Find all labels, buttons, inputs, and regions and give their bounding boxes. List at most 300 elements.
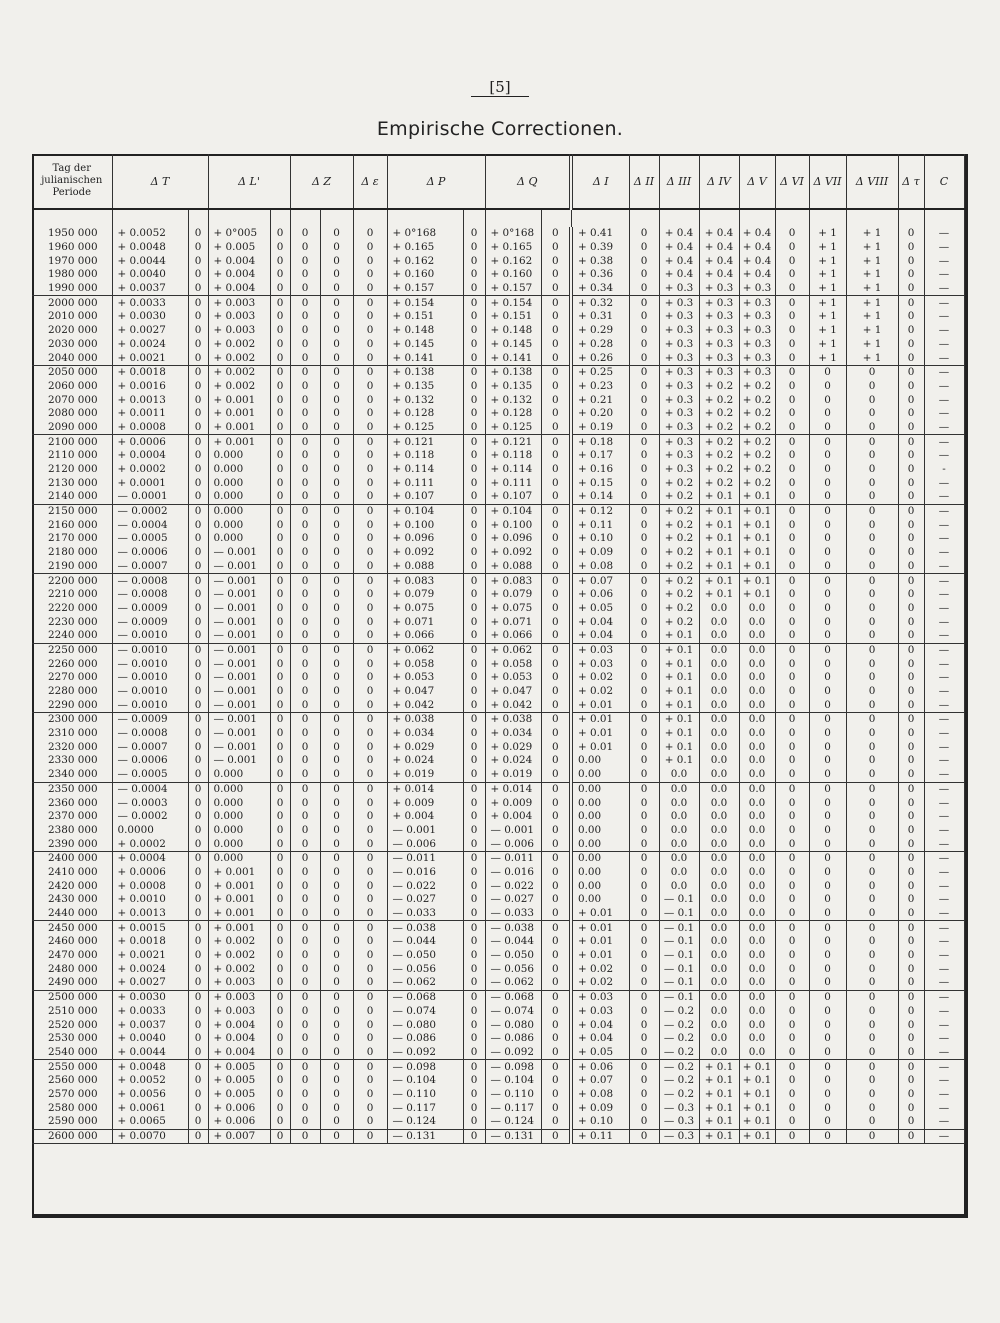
date-cell: 2500 000 (32, 990, 112, 1004)
value-cell: 0 (320, 574, 353, 588)
value-cell: + 0.148 (387, 324, 463, 338)
value-cell: 0.0 (739, 1032, 775, 1046)
value-cell: 0 (898, 380, 924, 394)
value-cell: + 0.135 (485, 380, 541, 394)
value-cell: + 0.0044 (112, 254, 188, 268)
value-cell: 0 (541, 629, 571, 643)
value-cell: 0.00 (571, 866, 629, 880)
value-cell: 0 (270, 490, 290, 504)
value-cell: 0 (775, 1060, 809, 1074)
value-cell: 0.0 (659, 810, 699, 824)
value-cell: — (924, 713, 964, 727)
value-cell: + 0.04 (571, 615, 629, 629)
value-cell: + 0.1 (659, 740, 699, 754)
value-cell: + 0.002 (208, 351, 270, 365)
value-cell: + 1 (809, 310, 846, 324)
value-cell: 0 (290, 629, 320, 643)
value-cell: 0 (353, 351, 387, 365)
value-cell: 0.0 (659, 851, 699, 865)
page-number: [5] (0, 78, 1000, 96)
value-cell: + 0.3 (699, 351, 739, 365)
value-cell: 0.0 (739, 837, 775, 851)
value-cell: + 0.1 (739, 490, 775, 504)
value-cell: + 0.062 (387, 643, 463, 657)
value-cell: — (924, 393, 964, 407)
table-row (32, 768, 964, 782)
value-cell: + 0.17 (571, 449, 629, 463)
value-cell: — (924, 657, 964, 671)
value-cell: + 1 (809, 324, 846, 338)
value-cell: — 0.0004 (112, 518, 188, 532)
value-cell: 0 (320, 824, 353, 838)
value-cell: 0.0 (699, 921, 739, 935)
value-cell: 0 (290, 727, 320, 741)
value-cell: + 0.2 (739, 476, 775, 490)
value-cell: 0 (541, 282, 571, 296)
table-row (32, 754, 964, 768)
value-cell: — 0.062 (387, 976, 463, 990)
value-cell: — 0.2 (659, 1005, 699, 1019)
value-cell: + 0.0048 (112, 1060, 188, 1074)
header-delta-eps: Δ ε (353, 154, 387, 209)
value-cell: + 0.03 (571, 990, 629, 1004)
value-cell: 0 (353, 824, 387, 838)
value-cell: 0 (898, 476, 924, 490)
value-cell: + 0.2 (739, 463, 775, 477)
value-cell: 0 (188, 685, 208, 699)
value-cell: 0 (353, 504, 387, 518)
value-cell: — (924, 1060, 964, 1074)
value-cell: + 0.092 (485, 546, 541, 560)
value-cell: + 0.096 (387, 532, 463, 546)
value-cell: 0 (775, 1032, 809, 1046)
date-cell: 2460 000 (32, 935, 112, 949)
value-cell: + 0.1 (739, 588, 775, 602)
value-cell: 0.0 (739, 615, 775, 629)
value-cell: 0 (188, 546, 208, 560)
value-cell: — 0.131 (387, 1129, 463, 1144)
value-cell: 0.000 (208, 532, 270, 546)
value-cell: — 0.1 (659, 962, 699, 976)
value-cell: 0 (270, 657, 290, 671)
value-cell: — 0.1 (659, 907, 699, 921)
value-cell: + 0.1 (739, 574, 775, 588)
value-cell: 0 (320, 476, 353, 490)
value-cell: 0.0 (699, 962, 739, 976)
table-row (32, 990, 964, 1004)
value-cell: 0 (541, 643, 571, 657)
value-cell: + 0.1 (659, 754, 699, 768)
value-cell: 0 (541, 463, 571, 477)
value-cell: + 0.2 (659, 490, 699, 504)
value-cell: 0.0 (659, 879, 699, 893)
value-cell: 0 (846, 796, 898, 810)
value-cell: 0.000 (208, 463, 270, 477)
value-cell: + 0.047 (387, 685, 463, 699)
value-cell: + 0.0011 (112, 407, 188, 421)
value-cell: 0.0 (739, 921, 775, 935)
date-cell: 2490 000 (32, 976, 112, 990)
value-cell: 0 (270, 546, 290, 560)
value-cell: 0 (463, 1046, 485, 1060)
value-cell: 0 (188, 810, 208, 824)
value-cell: 0.000 (208, 504, 270, 518)
value-cell: 0 (353, 866, 387, 880)
value-cell: — (924, 421, 964, 435)
value-cell: 0 (541, 671, 571, 685)
value-cell: + 0.38 (571, 254, 629, 268)
value-cell: 0 (320, 588, 353, 602)
value-cell: 0 (270, 990, 290, 1004)
value-cell: + 0.0021 (112, 949, 188, 963)
value-cell: 0 (541, 546, 571, 560)
value-cell: 0 (463, 698, 485, 712)
table-row (32, 227, 964, 241)
value-cell: + 0.0052 (112, 227, 188, 241)
value-cell: 0 (809, 1018, 846, 1032)
value-cell: + 0.151 (485, 310, 541, 324)
value-cell: 0 (629, 629, 659, 643)
value-cell: + 0.3 (659, 407, 699, 421)
value-cell: 0 (270, 463, 290, 477)
table-row (32, 241, 964, 255)
value-cell: + 0.01 (571, 727, 629, 741)
value-cell: 0 (775, 324, 809, 338)
value-cell: 0 (846, 740, 898, 754)
value-cell: 0 (775, 837, 809, 851)
value-cell: 0 (320, 740, 353, 754)
value-cell: — 0.0010 (112, 643, 188, 657)
value-cell: 0 (353, 1088, 387, 1102)
value-cell: + 0.014 (387, 782, 463, 796)
date-cell: 1990 000 (32, 282, 112, 296)
date-cell: 2220 000 (32, 602, 112, 616)
value-cell: + 0.18 (571, 435, 629, 449)
header-delta-i: Δ I (571, 154, 629, 209)
value-cell: 0 (353, 254, 387, 268)
value-cell: 0 (898, 532, 924, 546)
value-cell: 0 (541, 490, 571, 504)
value-cell: 0 (809, 1088, 846, 1102)
date-cell: 2520 000 (32, 1018, 112, 1032)
value-cell: 0 (809, 907, 846, 921)
value-cell: + 0.001 (208, 421, 270, 435)
value-cell: 0 (541, 504, 571, 518)
value-cell: 0.0 (699, 643, 739, 657)
value-cell: 0 (541, 713, 571, 727)
value-cell: 0 (541, 685, 571, 699)
value-cell: 0 (775, 310, 809, 324)
value-cell: 0 (320, 351, 353, 365)
header-delta-vii: Δ VII (809, 154, 846, 209)
row-group (32, 921, 964, 990)
value-cell: 0 (320, 768, 353, 782)
table-row (32, 837, 964, 851)
value-cell: 0 (809, 1115, 846, 1129)
value-cell: 0 (353, 546, 387, 560)
value-cell: + 0.4 (659, 254, 699, 268)
gap-cell (32, 209, 112, 227)
value-cell: 0 (629, 851, 659, 865)
value-cell: 0.0 (739, 698, 775, 712)
value-cell: — (924, 921, 964, 935)
header-delta-v: Δ V (739, 154, 775, 209)
value-cell: 0 (270, 796, 290, 810)
value-cell: 0 (270, 629, 290, 643)
value-cell: 0 (463, 1005, 485, 1019)
value-cell: — (924, 1032, 964, 1046)
value-cell: — 0.0007 (112, 740, 188, 754)
value-cell: 0.0 (699, 824, 739, 838)
value-cell: 0 (541, 824, 571, 838)
value-cell: 0 (320, 782, 353, 796)
value-cell: — 0.0008 (112, 574, 188, 588)
value-cell: — (924, 504, 964, 518)
value-cell: 0 (898, 490, 924, 504)
value-cell: 0 (290, 490, 320, 504)
value-cell: + 0.1 (659, 629, 699, 643)
table-row (32, 1005, 964, 1019)
value-cell: + 0.23 (571, 380, 629, 394)
value-cell: + 0.121 (485, 435, 541, 449)
value-cell: + 0.4 (699, 241, 739, 255)
value-cell: 0 (188, 671, 208, 685)
value-cell: 0 (320, 1129, 353, 1144)
value-cell: 0 (541, 1101, 571, 1115)
gap-cell (353, 209, 387, 227)
value-cell: + 0.04 (571, 1018, 629, 1032)
value-cell: 0 (775, 1115, 809, 1129)
value-cell: 0.000 (208, 851, 270, 865)
value-cell: 0 (290, 1018, 320, 1032)
value-cell: 0 (846, 754, 898, 768)
value-cell: 0 (463, 560, 485, 574)
value-cell: 0 (809, 532, 846, 546)
value-cell: 0 (320, 685, 353, 699)
table-row (32, 254, 964, 268)
value-cell: — 0.0009 (112, 615, 188, 629)
value-cell: 0 (320, 602, 353, 616)
value-cell: + 1 (809, 268, 846, 282)
value-cell: 0.000 (208, 476, 270, 490)
value-cell: 0.0 (739, 976, 775, 990)
value-cell: + 0.2 (659, 574, 699, 588)
value-cell: 0 (541, 949, 571, 963)
value-cell: 0 (188, 990, 208, 1004)
row-group (32, 643, 964, 712)
value-cell: 0 (541, 602, 571, 616)
value-cell: 0 (353, 796, 387, 810)
value-cell: + 0.2 (659, 560, 699, 574)
value-cell: 0.0 (659, 837, 699, 851)
value-cell: — 0.001 (208, 629, 270, 643)
value-cell: + 0.003 (208, 324, 270, 338)
value-cell: 0 (541, 740, 571, 754)
value-cell: — 0.001 (208, 698, 270, 712)
value-cell: + 0.141 (387, 351, 463, 365)
value-cell: — 0.001 (208, 713, 270, 727)
value-cell: 0 (846, 657, 898, 671)
table-row (32, 671, 964, 685)
value-cell: 0 (541, 1032, 571, 1046)
value-cell: 0 (463, 1032, 485, 1046)
value-cell: + 0.165 (387, 241, 463, 255)
value-cell: + 0.047 (485, 685, 541, 699)
value-cell: 0 (629, 227, 659, 241)
value-cell: 0.0 (739, 657, 775, 671)
value-cell: 0.00 (571, 768, 629, 782)
value-cell: + 0.3 (659, 338, 699, 352)
value-cell: 0 (898, 296, 924, 310)
value-cell: 0 (898, 643, 924, 657)
value-cell: 0 (188, 1032, 208, 1046)
value-cell: 0.0 (659, 866, 699, 880)
value-cell: 0 (463, 796, 485, 810)
value-cell: 0 (290, 227, 320, 241)
table-row (32, 546, 964, 560)
value-cell: 0.0 (699, 671, 739, 685)
value-cell: 0 (353, 421, 387, 435)
value-cell: 0 (290, 546, 320, 560)
value-cell: 0 (270, 365, 290, 379)
value-cell: 0 (898, 227, 924, 241)
value-cell: + 0.001 (208, 407, 270, 421)
value-cell: 0 (463, 768, 485, 782)
value-cell: + 0.004 (208, 282, 270, 296)
table-row (32, 713, 964, 727)
value-cell: — (924, 824, 964, 838)
value-cell: + 0.100 (485, 518, 541, 532)
value-cell: + 0.3 (739, 310, 775, 324)
value-cell: 0 (775, 254, 809, 268)
value-cell: — 0.027 (485, 893, 541, 907)
value-cell: 0 (629, 532, 659, 546)
value-cell: 0 (290, 1046, 320, 1060)
value-cell: 0 (188, 504, 208, 518)
value-cell: 0 (775, 657, 809, 671)
value-cell: 0 (188, 962, 208, 976)
value-cell: — 0.0005 (112, 532, 188, 546)
header-delta-q: Δ Q (485, 154, 571, 209)
value-cell: + 0.007 (208, 1129, 270, 1144)
value-cell: + 0.2 (739, 449, 775, 463)
value-cell: 0 (353, 574, 387, 588)
value-cell: + 0.2 (659, 504, 699, 518)
gap-cell (924, 209, 964, 227)
value-cell: 0 (320, 490, 353, 504)
value-cell: 0.0 (739, 685, 775, 699)
value-cell: 0 (463, 713, 485, 727)
value-cell: + 0.2 (659, 546, 699, 560)
value-cell: + 0.145 (387, 338, 463, 352)
value-cell: 0 (463, 1060, 485, 1074)
date-cell: 2250 000 (32, 643, 112, 657)
value-cell: 0 (898, 393, 924, 407)
value-cell: 0 (898, 671, 924, 685)
value-cell: 0 (898, 893, 924, 907)
value-cell: 0 (463, 782, 485, 796)
value-cell: 0 (898, 837, 924, 851)
value-cell: + 0.1 (699, 1088, 739, 1102)
value-cell: + 0.15 (571, 476, 629, 490)
value-cell: 0.0 (699, 1046, 739, 1060)
value-cell: 0 (541, 782, 571, 796)
value-cell: + 0.01 (571, 713, 629, 727)
value-cell: + 0.002 (208, 338, 270, 352)
header-delta-l: Δ L' (208, 154, 290, 209)
value-cell: 0 (320, 657, 353, 671)
date-cell: 2080 000 (32, 407, 112, 421)
value-cell: 0 (270, 338, 290, 352)
value-cell: 0 (846, 435, 898, 449)
date-cell: 2590 000 (32, 1115, 112, 1129)
value-cell: 0 (270, 866, 290, 880)
value-cell: 0 (270, 851, 290, 865)
value-cell: + 0.0006 (112, 435, 188, 449)
table-row (32, 476, 964, 490)
value-cell: + 0.3 (659, 351, 699, 365)
value-cell: — 0.0010 (112, 698, 188, 712)
value-cell: 0 (898, 824, 924, 838)
value-cell: + 0.118 (485, 449, 541, 463)
value-cell: + 0.2 (659, 476, 699, 490)
value-cell: + 0.1 (659, 671, 699, 685)
value-cell: 0 (353, 1018, 387, 1032)
table-row (32, 504, 964, 518)
value-cell: 0 (846, 907, 898, 921)
value-cell: 0.0 (659, 768, 699, 782)
value-cell: 0 (290, 754, 320, 768)
value-cell: + 0.11 (571, 1129, 629, 1144)
table-row (32, 1115, 964, 1129)
value-cell: 0.0 (699, 629, 739, 643)
value-cell: 0 (809, 893, 846, 907)
table-row (32, 588, 964, 602)
value-cell: + 0.138 (387, 365, 463, 379)
value-cell: + 0.08 (571, 560, 629, 574)
value-cell: — 0.044 (485, 935, 541, 949)
value-cell: + 0.0024 (112, 338, 188, 352)
value-cell: 0 (270, 380, 290, 394)
value-cell: 0 (898, 796, 924, 810)
value-cell: 0 (188, 851, 208, 865)
value-cell: — 0.044 (387, 935, 463, 949)
value-cell: 0 (541, 879, 571, 893)
date-cell: 2020 000 (32, 324, 112, 338)
value-cell: + 0.083 (387, 574, 463, 588)
value-cell: + 0.3 (659, 393, 699, 407)
value-cell: 0 (463, 449, 485, 463)
value-cell: 0 (541, 866, 571, 880)
value-cell: 0 (898, 1060, 924, 1074)
value-cell: + 0.2 (739, 421, 775, 435)
value-cell: — (924, 976, 964, 990)
value-cell: 0 (629, 990, 659, 1004)
value-cell: 0 (809, 546, 846, 560)
value-cell: + 0.058 (485, 657, 541, 671)
value-cell: 0 (353, 768, 387, 782)
value-cell: 0 (320, 268, 353, 282)
value-cell: 0 (353, 338, 387, 352)
value-cell: — (924, 338, 964, 352)
value-cell: 0 (290, 310, 320, 324)
value-cell: 0 (541, 657, 571, 671)
value-cell: 0 (541, 532, 571, 546)
value-cell: 0 (846, 1046, 898, 1060)
value-cell: 0 (898, 866, 924, 880)
value-cell: 0 (320, 990, 353, 1004)
value-cell: 0 (846, 976, 898, 990)
